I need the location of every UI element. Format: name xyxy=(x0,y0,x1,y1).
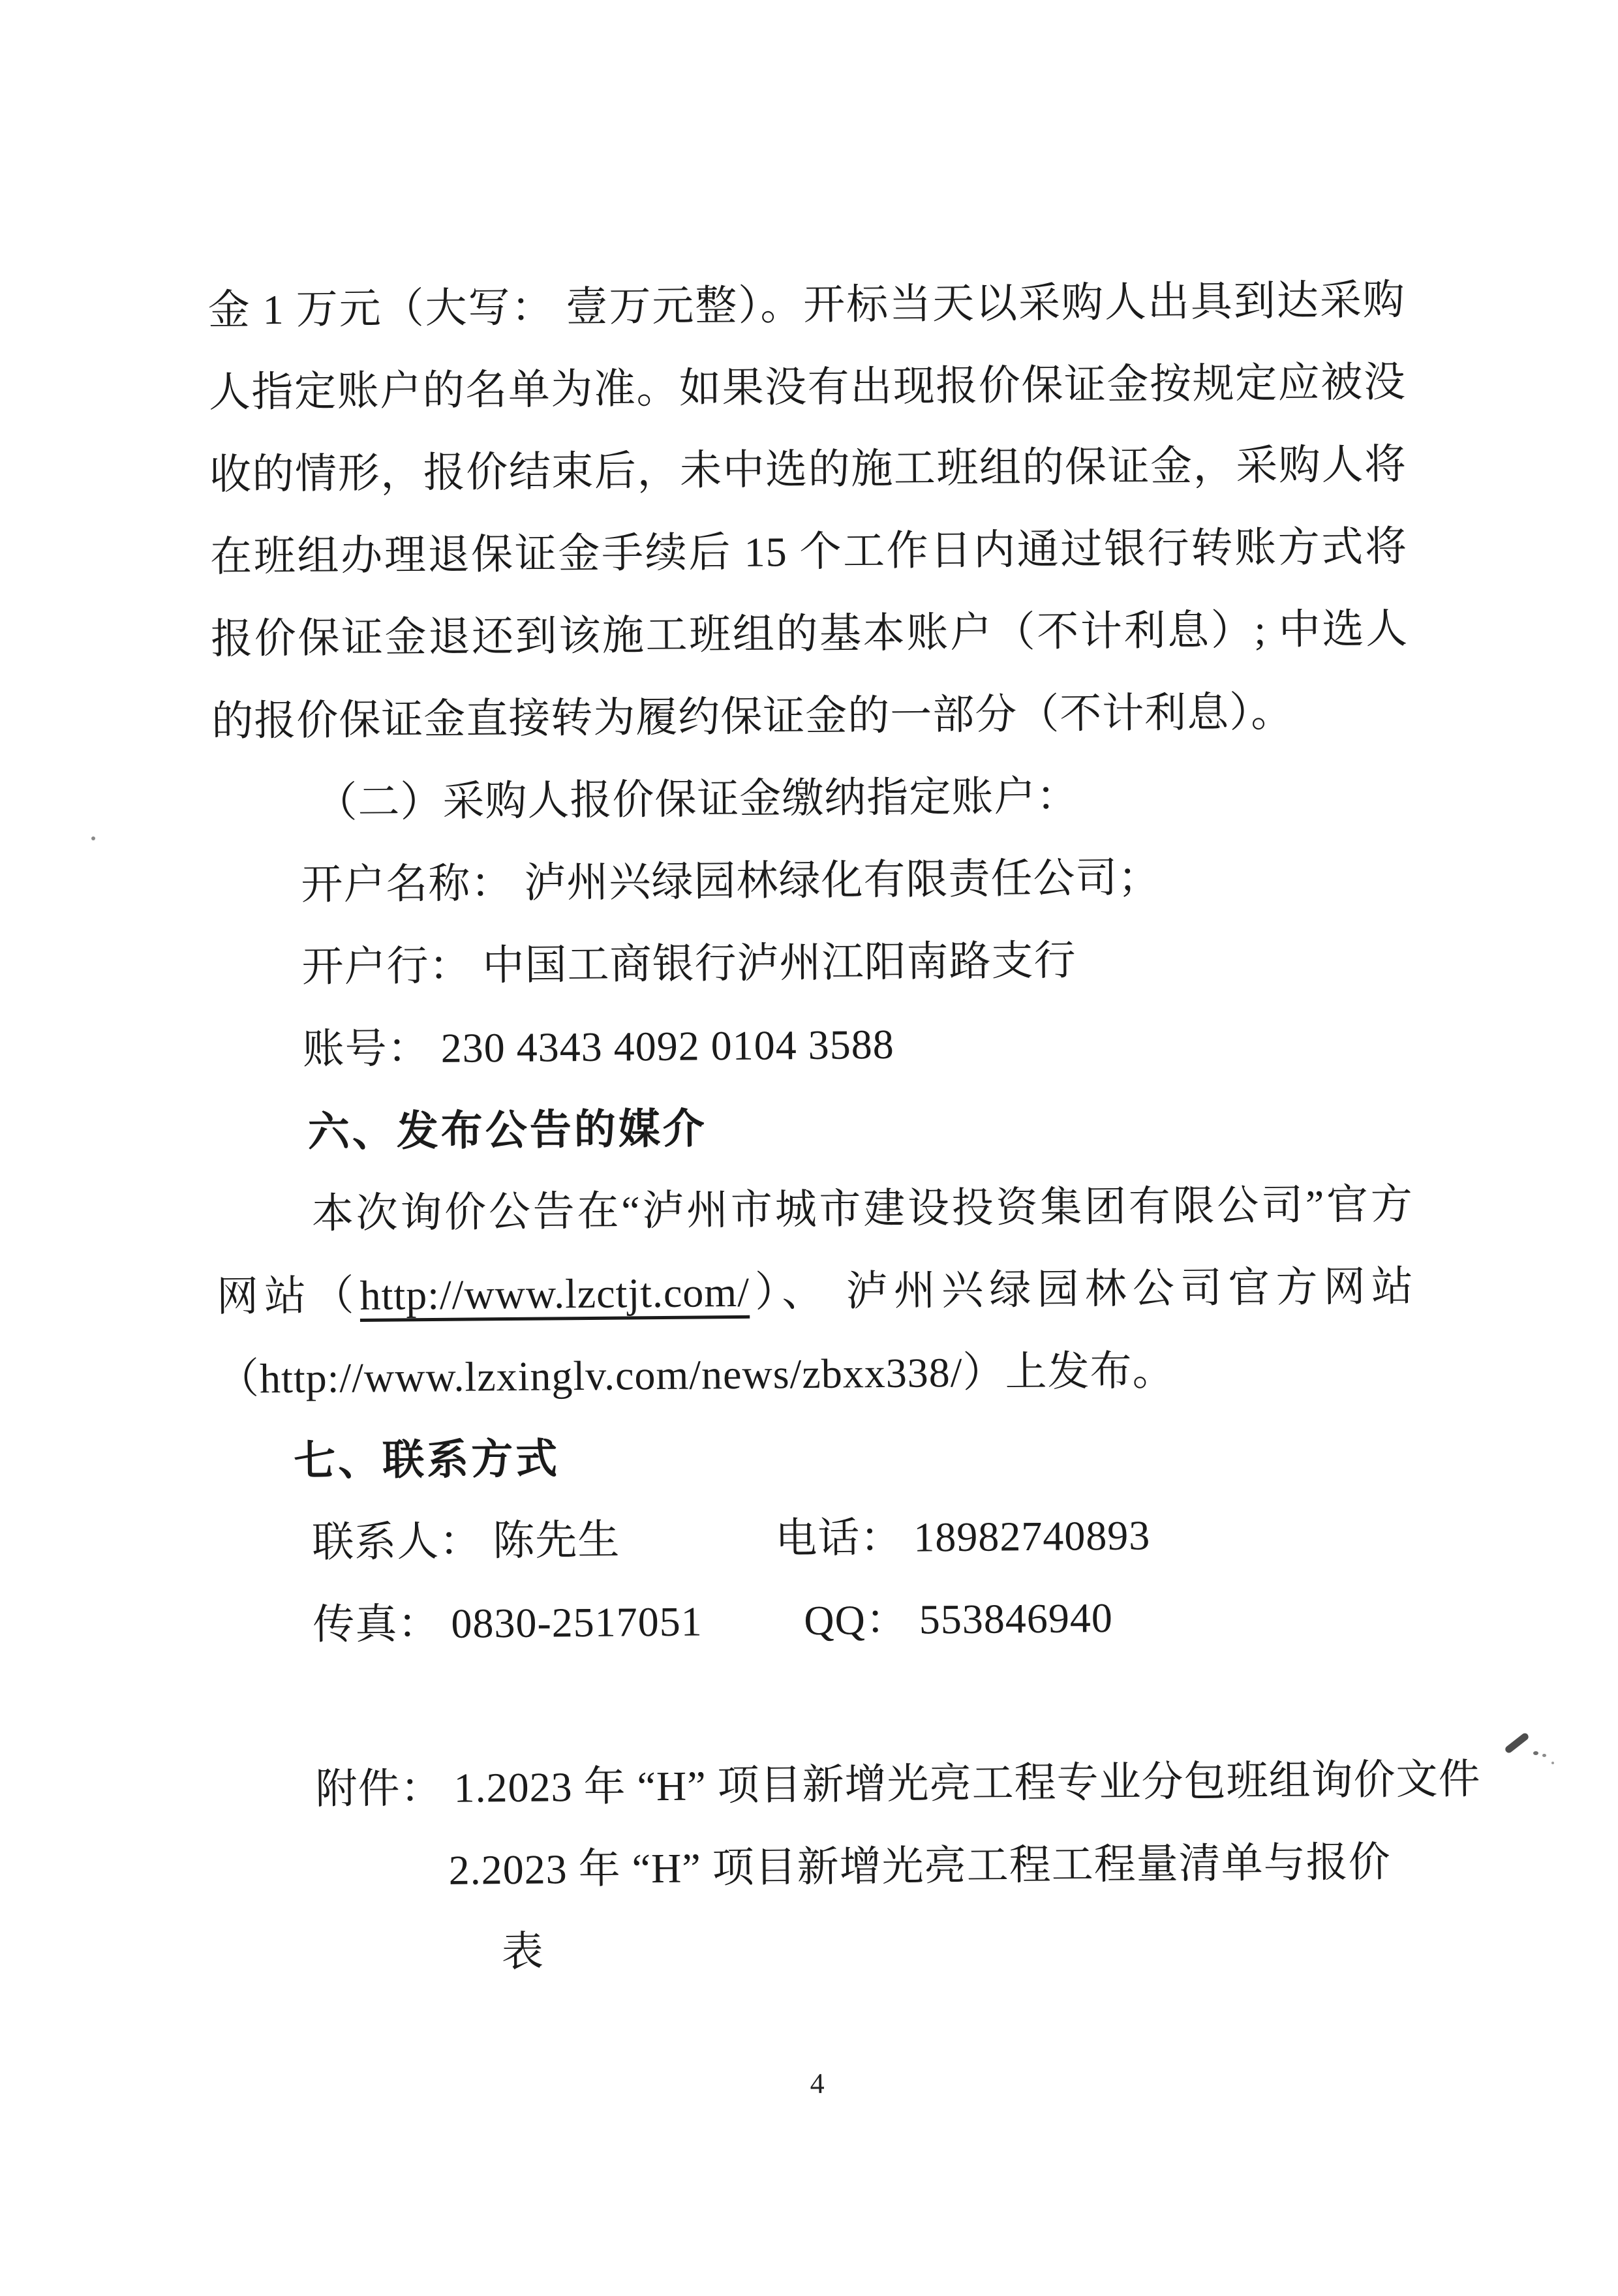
ink-smudge-dot xyxy=(1533,1751,1538,1755)
ink-smudge-mark xyxy=(1499,1733,1558,1772)
contact-person: 联系人： 陈先生 xyxy=(311,1516,620,1566)
contact-row-2 xyxy=(313,1574,1417,1666)
attachment-line-3: 表 xyxy=(501,1928,545,1976)
media-paragraph-line-1: 本次询价公告在“泸州市城市建设投资集团有限公司”官方 xyxy=(311,1180,1414,1237)
media-paragraph-line-3: （http://www.lzxinglv.com/news/zbxx338/）上发布。 xyxy=(217,1347,1175,1402)
paragraph-deposit-line-1: 金 1 万元（大写： 壹万元整）。开标当天以采购人出具到达采购 xyxy=(207,276,1406,333)
page-number: 4 xyxy=(810,2067,825,2100)
paragraph-deposit-line-4: 在班组办理退保证金手续后 15 个工作日内通过银行转账方式将 xyxy=(209,523,1408,580)
contact-qq: QQ： 553846940 xyxy=(804,1594,1114,1644)
paragraph-deposit-line-3: 收的情形，报价结束后，未中选的施工班组的保证金，采购人将 xyxy=(209,440,1407,498)
subsection-2-heading: （二）采购人报价保证金缴纳指定账户： xyxy=(315,773,1079,826)
media-line2-suffix: ）、 泸州兴绿园林公司官方网站 xyxy=(749,1263,1414,1315)
ink-smudge-dot xyxy=(1551,1762,1554,1764)
attachment-line-2: 2.2023 年 “H” 项目新增光亮工程工程量清单与报价 xyxy=(448,1839,1391,1893)
media-paragraph-line-2 xyxy=(216,1246,1414,1338)
section-6-title: 六、发布公告的媒介 xyxy=(307,1105,708,1156)
paragraph-deposit-line-2: 人指定账户的名单为准。如果没有出现报价保证金按规定应被没 xyxy=(208,358,1407,416)
media-line2-prefix: 网站（ xyxy=(216,1272,360,1320)
contact-fax: 传真： 0830-2517051 xyxy=(313,1598,703,1648)
paragraph-deposit-line-6: 的报价保证金直接转为履约保证金的一部分（不计利息）。 xyxy=(211,688,1294,744)
account-number-line: 账号： 230 4343 4092 0104 3588 xyxy=(302,1020,894,1073)
document-body xyxy=(207,259,1481,1996)
blank-line xyxy=(220,1657,1418,1749)
contact-row-1 xyxy=(312,1492,1416,1584)
scan-dot-artifact xyxy=(91,836,95,840)
paragraph-deposit-line-5: 报价保证金退还到该施工班组的基本账户（不计利息）; 中选人 xyxy=(210,605,1409,662)
contact-phone: 电话： 18982740893 xyxy=(774,1512,1151,1562)
attachment-line-1: 附件： 1.2023 年 “H” 项目新增光亮工程专业分包班组询价文件 xyxy=(315,1756,1481,1813)
ink-smudge-dot xyxy=(1542,1754,1546,1757)
lzctjt-hyperlink[interactable]: http://www.lzctjt.com/ xyxy=(359,1268,750,1319)
bank-name-line: 开户行： 中国工商银行泸州江阳南路支行 xyxy=(301,937,1076,990)
account-name-line: 开户名称： 泸州兴绿园林绿化有限责任公司； xyxy=(301,854,1161,908)
section-7-title: 七、联系方式 xyxy=(293,1435,560,1484)
ink-smudge-stroke xyxy=(1504,1732,1530,1754)
